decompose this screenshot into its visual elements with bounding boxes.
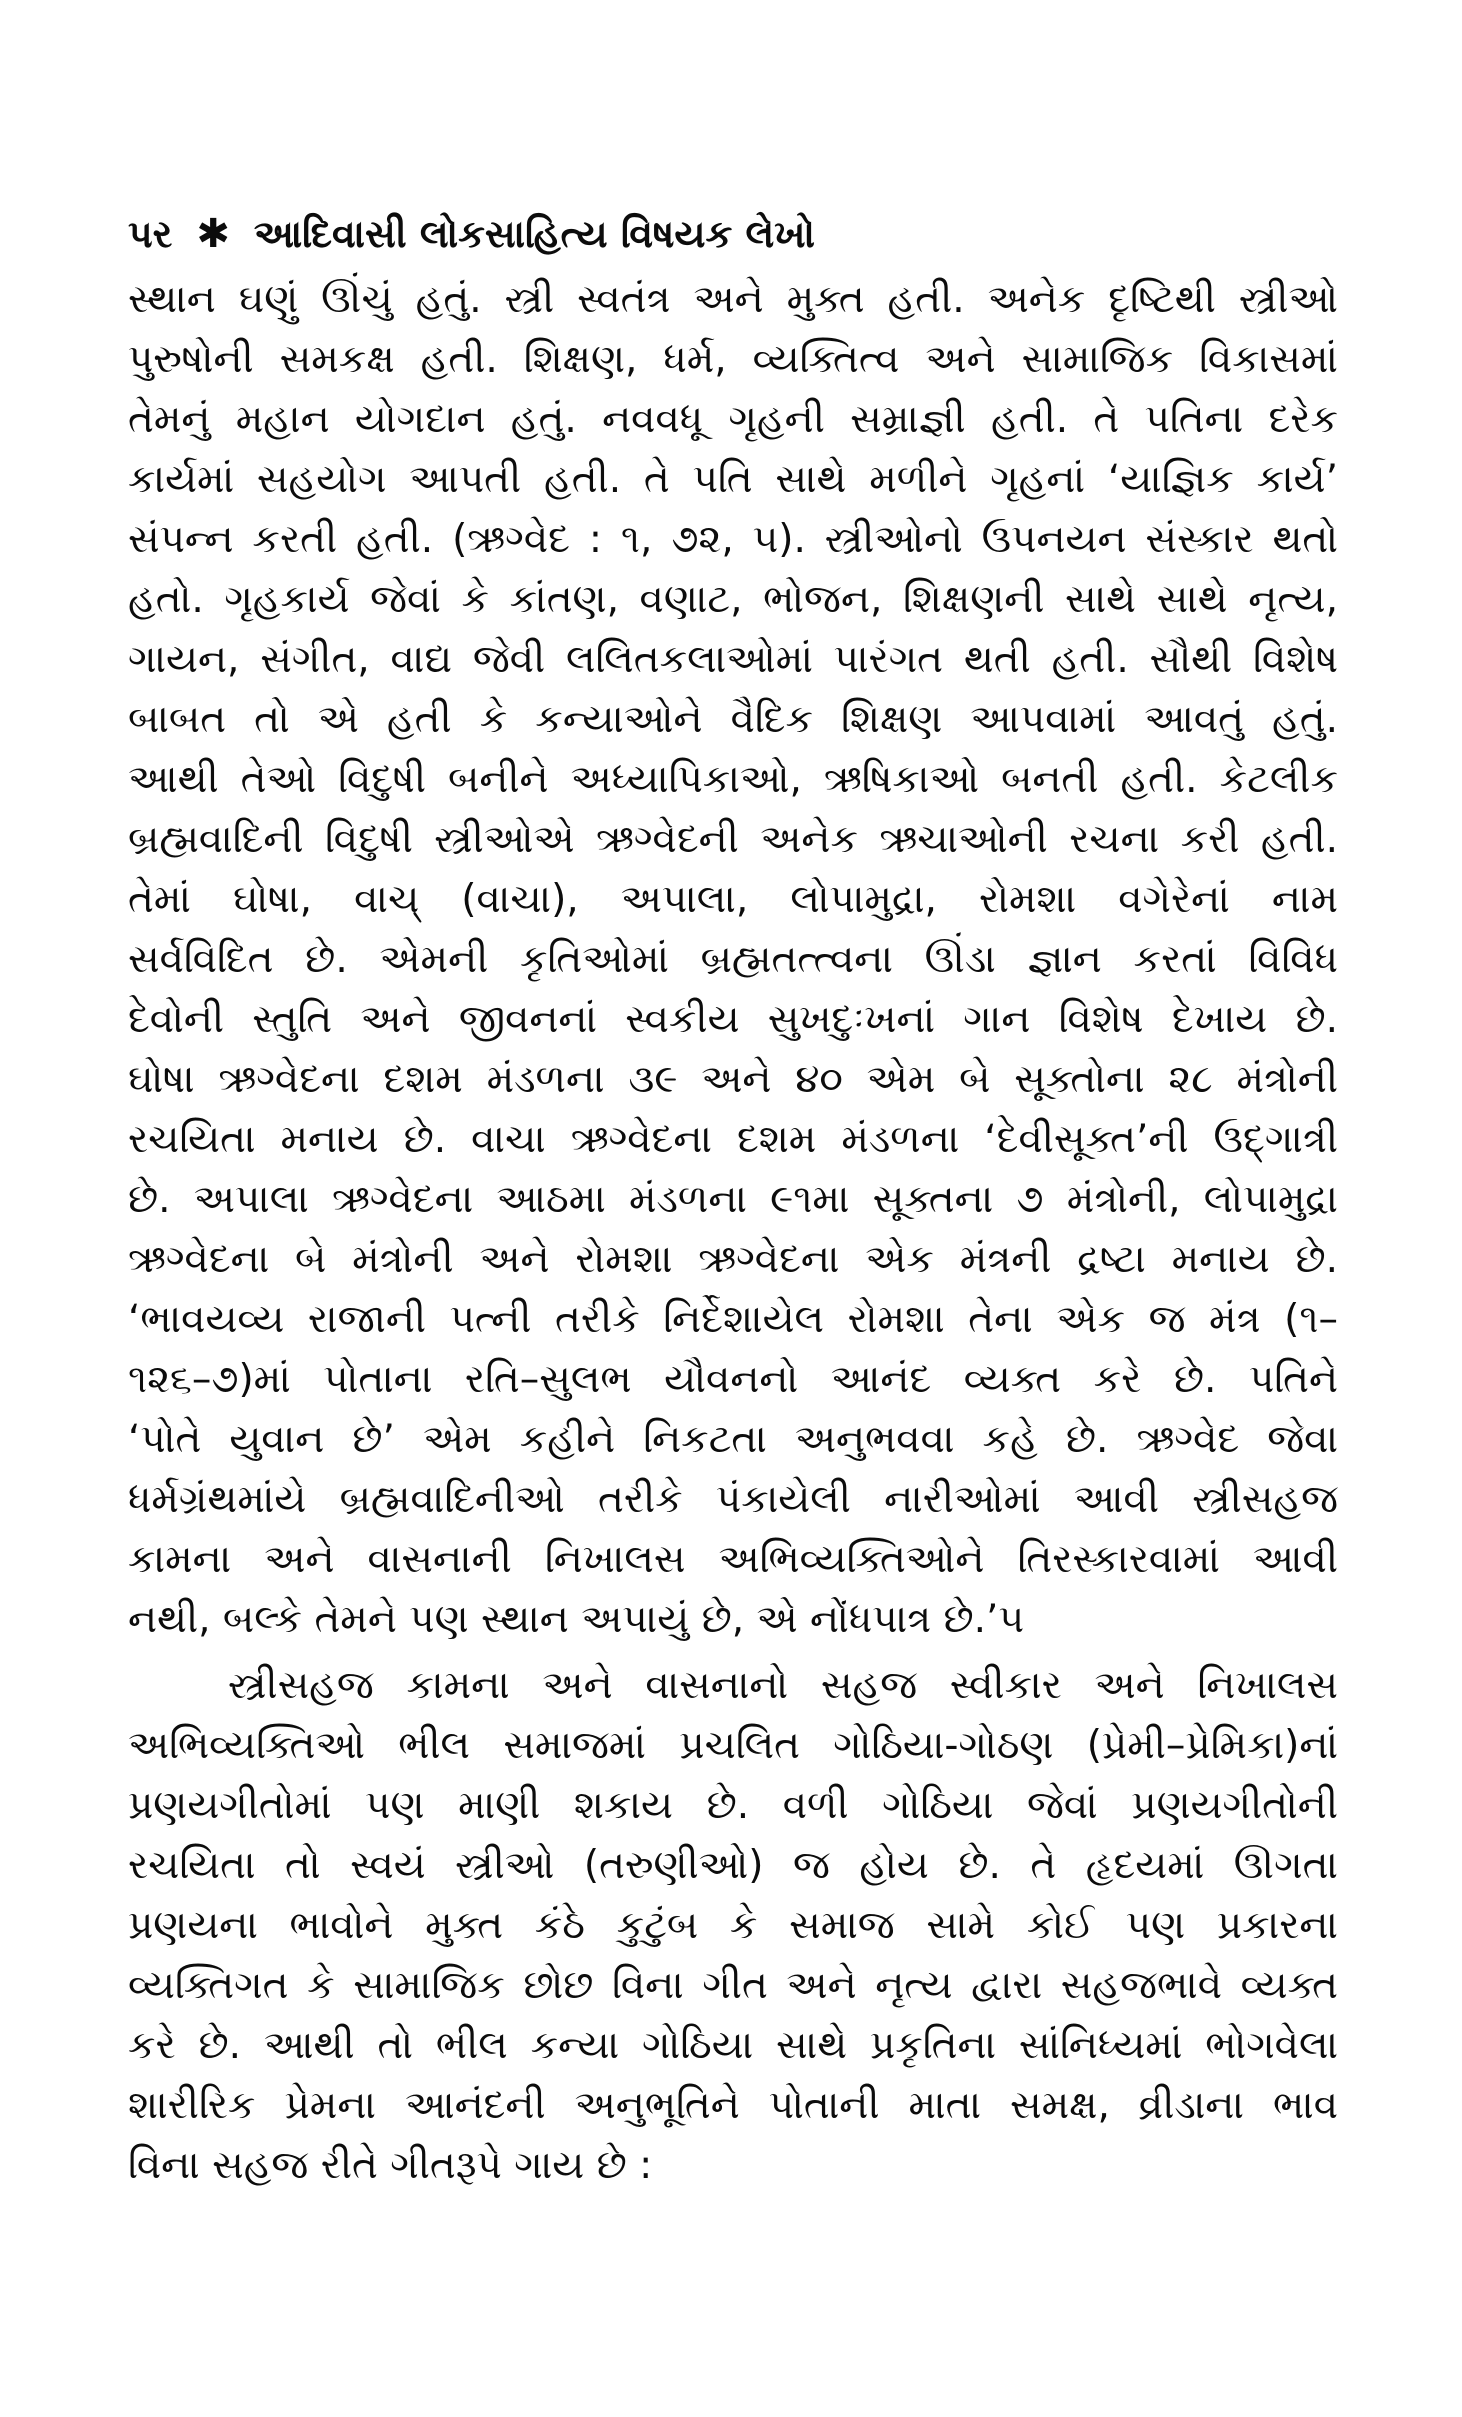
paragraph-1-line: ‘ભાવયવ્ય રાજાની પત્ની તરીકે નિર્દેશાયેલ રોમશા તેના એક જ મંત્ર (૧– [128, 1297, 1338, 1342]
paragraph-1-line: હતો. ગૃહકાર્ય જેવાં કે કાંતણ, વણાટ, ભોજન, શિક્ષણની સાથે સાથે નૃત્ય, [128, 577, 1338, 622]
paragraph-1-line: પુરુષોની સમકક્ષ હતી. શિક્ષણ, ધર્મ, વ્યક્તિત્વ અને સામાજિક વિકાસમાં [128, 337, 1338, 382]
paragraph-1-line: રચયિતા મનાય છે. વાચા ઋગ્વેદના દશમ મંડળના ‘દેવીસૂક્ત’ની ઉદ્ગાત્રી [128, 1117, 1338, 1162]
paragraph-1-line: તેમાં ઘોષા, વાચ્ (વાચા), અપાલા, લોપામુદ્રા, રોમશા વગેરેનાં નામ [128, 877, 1338, 922]
paragraph-1-line: કામના અને વાસનાની નિખાલસ અભિવ્યક્તિઓને તિરસ્કારવામાં આવી [128, 1537, 1338, 1582]
paragraph-2-line: કરે છે. આથી તો ભીલ કન્યા ગોઠિયા સાથે પ્રકૃતિના સાંનિધ્યમાં ભોગવેલા [128, 2023, 1338, 2068]
paragraph-1-line: નથી, બલ્કે તેમને પણ સ્થાન અપાયું છે, એ નોંધપાત્ર છે.’૫ [128, 1597, 1025, 1642]
paragraph-1-line: સર્વવિદિત છે. એમની કૃતિઓમાં બ્રહ્મતત્ત્વના ઊંડા જ્ઞાન કરતાં વિવિધ [128, 937, 1338, 982]
paragraph-2-line: વિના સહજ રીતે ગીતરૂપે ગાય છે : [128, 2143, 653, 2188]
paragraph-1-line: કાર્યમાં સહયોગ આપતી હતી. તે પતિ સાથે મળીને ગૃહનાં ‘યાજ્ઞિક કાર્ય’ [128, 457, 1338, 502]
paragraph-2-line: પ્રણયના ભાવોને મુક્ત કંઠે કુટુંબ કે સમાજ સામે કોઈ પણ પ્રકારના [128, 1903, 1338, 1948]
paragraph-1-line: ધર્મગ્રંથમાંયે બ્રહ્મવાદિનીઓ તરીકે પંકાયેલી નારીઓમાં આવી સ્ત્રીસહજ [128, 1477, 1338, 1522]
paragraph-2-line: વ્યક્તિગત કે સામાજિક છોછ વિના ગીત અને નૃત્ય દ્વારા સહજભાવે વ્યક્ત [128, 1963, 1338, 2008]
paragraph-2-line: અભિવ્યક્તિઓ ભીલ સમાજમાં પ્રચલિત ગોઠિયા-ગોઠણ (પ્રેમી–પ્રેમિકા)નાં [128, 1723, 1338, 1768]
paragraph-1-line: બાબત તો એ હતી કે કન્યાઓને વૈદિક શિક્ષણ આપવામાં આવતું હતું. [128, 697, 1338, 742]
running-title: આદિવાસી લોકસાહિત્ય વિષયક લેખો [253, 211, 815, 256]
paragraph-1-line: ગાયન, સંગીત, વાદ્ય જેવી લલિતકલાઓમાં પારંગત થતી હતી. સૌથી વિશેષ [128, 637, 1338, 682]
paragraph-2-line: પ્રણયગીતોમાં પણ માણી શકાય છે. વળી ગોઠિયા જેવાં પ્રણયગીતોની [128, 1783, 1338, 1828]
paragraph-1-line: સંપન્ન કરતી હતી. (ઋગ્વેદ : ૧, ૭૨, ૫). સ્ત્રીઓનો ઉપનયન સંસ્કાર થતો [128, 517, 1338, 562]
paragraph-1-line: ઋગ્વેદના બે મંત્રોની અને રોમશા ઋગ્વેદના એક મંત્રની દ્રષ્ટા મનાય છે. [128, 1237, 1338, 1282]
paragraph-2-line: સ્ત્રીસહજ કામના અને વાસનાનો સહજ સ્વીકાર અને નિખાલસ [228, 1663, 1338, 1708]
paragraph-1-line: દેવોની સ્તુતિ અને જીવનનાં સ્વકીય સુખદુઃખનાં ગાન વિશેષ દેખાય છે. [128, 997, 1338, 1042]
paragraph-1-line: તેમનું મહાન યોગદાન હતું. નવવધૂ ગૃહની સમ્રાજ્ઞી હતી. તે પતિના દરેક [128, 397, 1338, 442]
paragraph-1-line: સ્થાન ઘણું ઊંચું હતું. સ્ત્રી સ્વતંત્ર અને મુક્ત હતી. અનેક દૃષ્ટિથી સ્ત્રીઓ [128, 277, 1338, 322]
paragraph-1-line: ‘પોતે યુવાન છે’ એમ કહીને નિકટતા અનુભવવા કહે છે. ઋગ્વેદ જેવા [128, 1417, 1338, 1462]
paragraph-1-line: ઘોષા ઋગ્વેદના દશમ મંડળના ૩૯ અને ૪૦ એમ બે સૂક્તોના ૨૮ મંત્રોની [128, 1057, 1338, 1102]
running-head [128, 204, 815, 264]
asterisk-flower-icon: ✱ [196, 211, 230, 257]
paragraph-1-line: છે. અપાલા ઋગ્વેદના આઠમા મંડળના ૯૧મા સૂક્તના ૭ મંત્રોની, લોપામુદ્રા [128, 1177, 1338, 1222]
paragraph-1-line: ૧૨૬–૭)માં પોતાના રતિ–સુલભ યૌવનનો આનંદ વ્યક્ત કરે છે. પતિને [128, 1357, 1338, 1402]
page-number: પર [128, 211, 173, 256]
paragraph-1-line: બ્રહ્મવાદિની વિદુષી સ્ત્રીઓએ ઋગ્વેદની અનેક ઋચાઓની રચના કરી હતી. [128, 817, 1338, 862]
paragraph-2-line: રચયિતા તો સ્વયં સ્ત્રીઓ (તરુણીઓ) જ હોય છે. તે હૃદયમાં ઊગતા [128, 1843, 1338, 1888]
paragraph-2-line: શારીરિક પ્રેમના આનંદની અનુભૂતિને પોતાની માતા સમક્ષ, વ્રીડાના ભાવ [128, 2083, 1338, 2128]
paragraph-1-line: આથી તેઓ વિદુષી બનીને અધ્યાપિકાઓ, ઋષિકાઓ બનતી હતી. કેટલીક [128, 757, 1338, 802]
